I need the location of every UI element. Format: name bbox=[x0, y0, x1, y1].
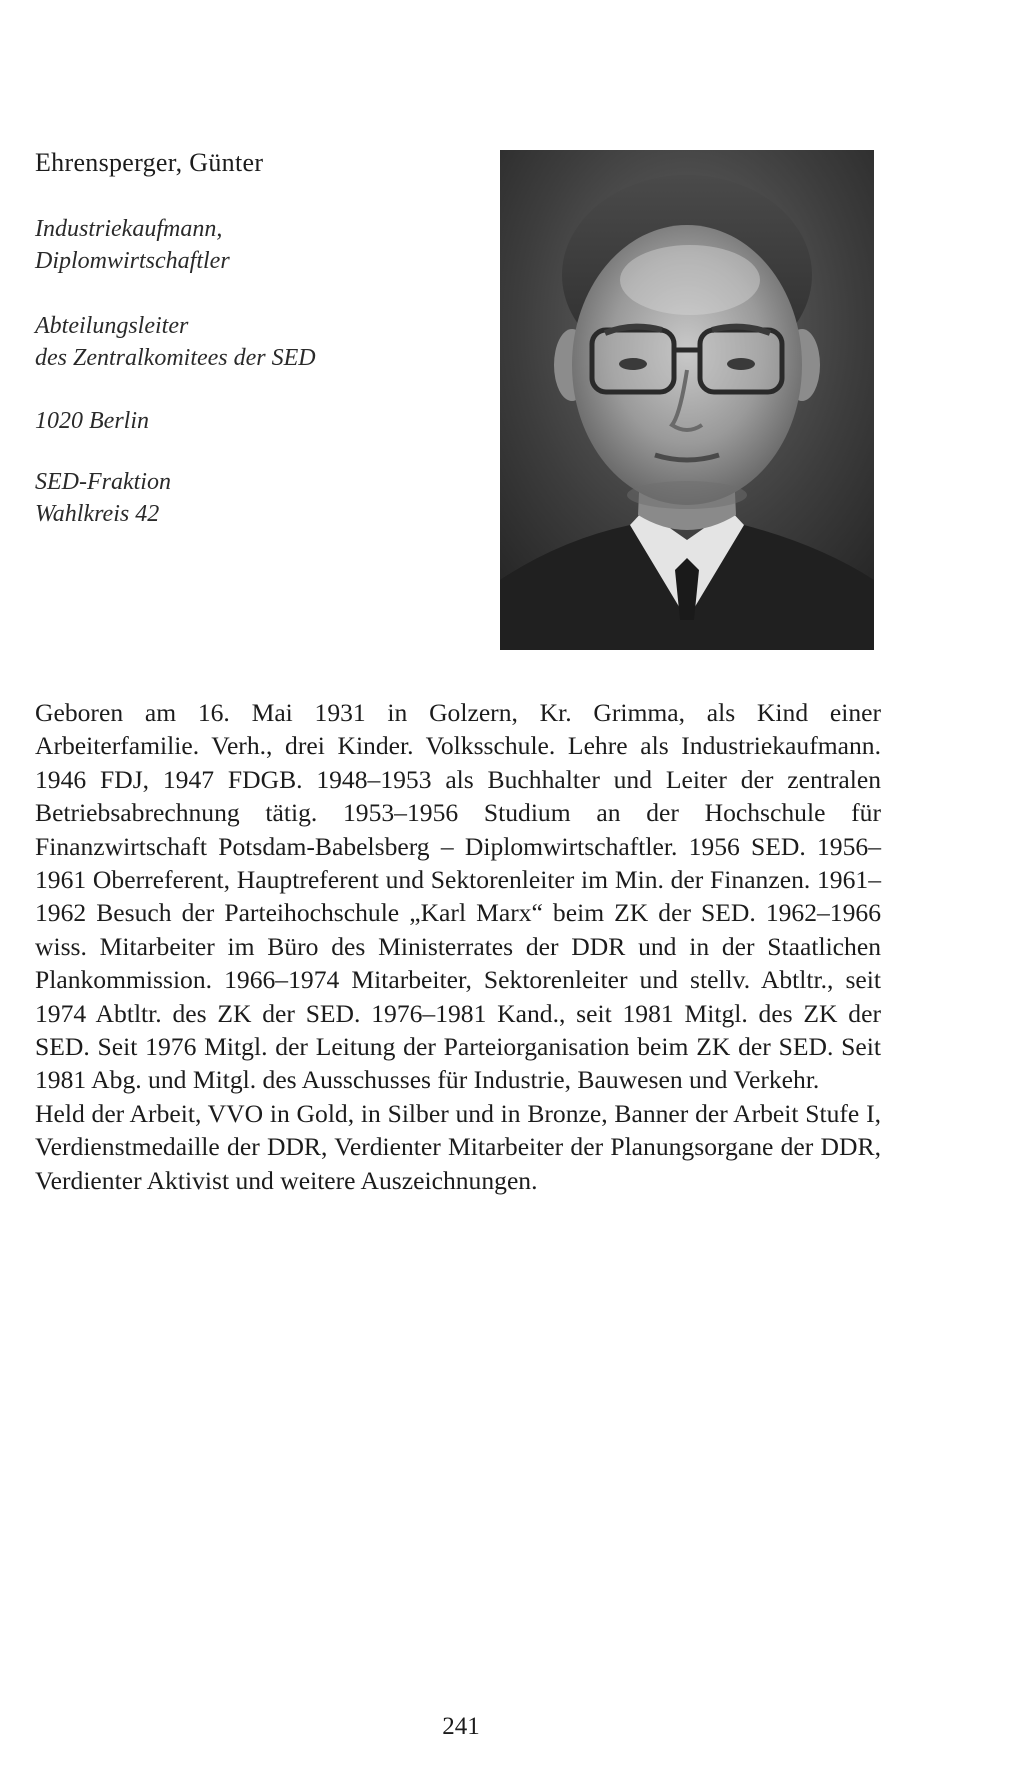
portrait-illustration bbox=[500, 150, 874, 650]
profession bbox=[35, 213, 230, 277]
position-line: des Zentralkomitees der SED bbox=[35, 345, 316, 371]
faction-line: SED-Fraktion bbox=[35, 469, 171, 495]
profession-line: Diplomwirtschaftler bbox=[35, 248, 230, 274]
position-line: Abteilungsleiter bbox=[35, 313, 189, 339]
faction bbox=[35, 466, 171, 530]
page-number: 241 bbox=[442, 1713, 480, 1740]
person-name: Ehrensperger, Günter bbox=[35, 148, 264, 177]
constituency-line: Wahlkreis 42 bbox=[35, 501, 160, 527]
biography bbox=[35, 696, 881, 1197]
biography-paragraph: Geboren am 16. Mai 1931 in Golzern, Kr. Grimma, als Kind einer Arbeiterfamilie. Verh., drei Kinder. Volksschule. Lehre als Industriekaufmann. 1946 FDJ, 1947 FDGB. 1948–1953 als Buchhalter und Leiter der zentralen Betriebsabrechnung tätig. 1953–1956 Studium an der Hochschule für Finanzwirtschaft Potsdam-Babelsberg – Diplomwirtschaftler. 1956 SED. 1956–1961 Oberreferent, Hauptreferent und Sektorenleiter im Min. der Finanzen. 1961–1962 Besuch der Parteihochschule „Karl Marx“ beim ZK der SED. 1962–1966 wiss. Mitarbeiter im Büro des Ministerrates der DDR und in der Staatlichen Plankommission. 1966–1974 Mitarbeiter, Sektorenleiter und stellv. Abtltr., seit 1974 Abtltr. des ZK der SED. 1976–1981 Kand., seit 1981 Mitgl. des ZK der SED. Seit 1976 Mitgl. der Leitung der Parteiorganisation beim ZK der SED. Seit 1981 Abg. und Mitgl. des Ausschusses für Industrie, Bauwesen und Verkehr. bbox=[35, 698, 881, 1095]
city-line: 1020 Berlin bbox=[35, 408, 149, 434]
portrait-photo bbox=[500, 150, 874, 650]
position bbox=[35, 310, 316, 374]
awards-paragraph: Held der Arbeit, VVO in Gold, in Silber und in Bronze, Banner der Arbeit Stufe I, Verdienstmedaille der DDR, Verdienter Mitarbeiter der Planungsorgane der DDR, Verdienter Aktivist und weitere Auszeichnungen. bbox=[35, 1098, 881, 1195]
city bbox=[35, 405, 149, 437]
profession-line: Industriekaufmann, bbox=[35, 216, 223, 242]
